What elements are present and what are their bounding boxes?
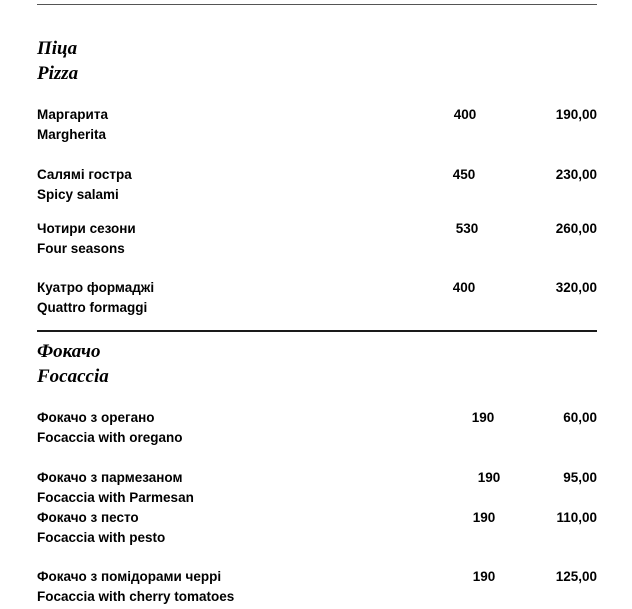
pizza-title-en: Pizza	[37, 63, 79, 84]
item-name-ua: Фокачо з песто	[37, 510, 139, 525]
item-price: 320,00	[555, 280, 597, 295]
item-price: 230,00	[555, 167, 597, 182]
item-weight: 400	[452, 280, 476, 295]
item-name-ua: Фокачо з помідорами черрі	[37, 569, 222, 584]
item-price: 125,00	[555, 569, 597, 584]
menu-item	[37, 167, 597, 207]
item-price: 60,00	[563, 410, 597, 425]
item-price: 95,00	[563, 470, 597, 485]
section-divider	[37, 330, 597, 332]
item-name-en: Spicy salami	[37, 187, 119, 202]
menu-item	[37, 569, 597, 609]
item-name-ua: Фокачо з пармезаном	[37, 470, 183, 485]
focaccia-title-en: Focaccia	[37, 366, 109, 387]
focaccia-title-ua: Фокачо	[37, 341, 101, 362]
item-weight: 190	[471, 410, 495, 425]
item-name-ua: Салямі гостра	[37, 167, 132, 182]
item-weight: 190	[472, 510, 496, 525]
item-weight: 450	[452, 167, 476, 182]
item-name-ua: Фокачо з орегано	[37, 410, 155, 425]
top-divider	[37, 4, 597, 5]
menu-item	[37, 510, 597, 550]
item-name-ua: Маргарита	[37, 107, 108, 122]
menu-item	[37, 107, 597, 147]
item-name-en: Margherita	[37, 127, 107, 142]
item-price: 110,00	[556, 510, 597, 525]
item-price: 260,00	[555, 221, 597, 236]
menu-item	[37, 280, 597, 320]
menu-item	[37, 470, 597, 510]
item-weight: 190	[472, 569, 496, 584]
item-name-ua: Куатро формаджі	[37, 280, 155, 295]
item-weight: 400	[453, 107, 477, 122]
item-price: 190,00	[555, 107, 597, 122]
item-name-en: Four seasons	[37, 241, 125, 256]
item-name-en: Focaccia with cherry tomatoes	[37, 589, 235, 604]
item-name-en: Focaccia with oregano	[37, 430, 183, 445]
menu-item	[37, 410, 597, 450]
item-name-en: Focaccia with Parmesan	[37, 490, 194, 505]
item-name-ua: Чотири сезони	[37, 221, 136, 236]
item-name-en: Quattro formaggi	[37, 300, 148, 315]
menu-item	[37, 221, 597, 261]
item-name-en: Focaccia with pesto	[37, 530, 166, 545]
pizza-title-ua: Піца	[37, 38, 78, 59]
item-weight: 530	[455, 221, 479, 236]
item-weight: 190	[477, 470, 501, 485]
